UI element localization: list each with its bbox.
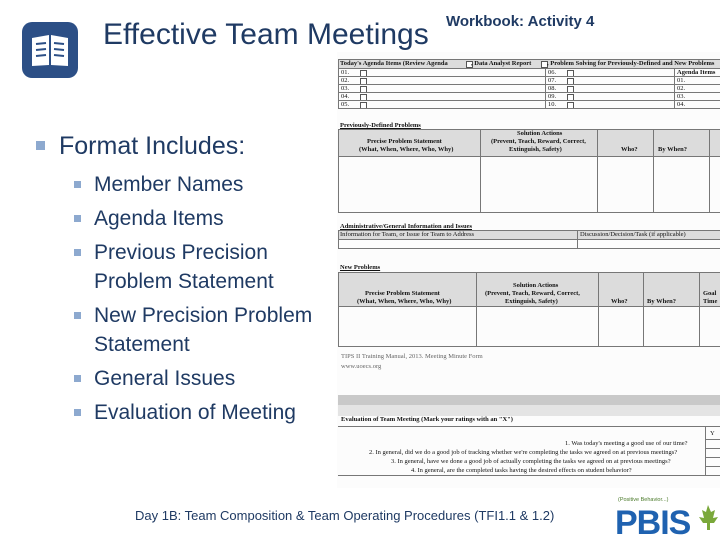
new-solution-sub-2: Extinguish, Safety) xyxy=(505,298,558,305)
bullet-agenda-items xyxy=(74,204,336,233)
pbis-logo xyxy=(614,493,720,540)
eval-q1: 1. Was today's meeting a good use of our time? xyxy=(565,440,688,447)
agenda-num: 01. xyxy=(677,77,686,84)
agenda-num: 04. xyxy=(677,101,686,108)
who-col: Who? xyxy=(621,146,638,153)
by-when-col: By When? xyxy=(658,146,687,153)
agenda-right-header: Agenda Items xyxy=(677,69,716,76)
solution-actions: Solution Actions xyxy=(517,130,563,137)
bullet-text: Member Names xyxy=(94,173,244,196)
bullet-marker xyxy=(74,181,81,188)
agenda-num: 03. xyxy=(677,93,686,100)
admin-label: Administrative/General Information and Issues xyxy=(340,223,472,230)
agenda-num: 02. xyxy=(677,85,686,92)
new-by-when-col: By When? xyxy=(647,298,676,305)
bullet-new-problem xyxy=(74,301,336,359)
eval-q3: 3. In general, have we done a good job of actually completing the tasks we agreed on at previous meetings? xyxy=(391,458,671,465)
pbis-wordmark: PBIS xyxy=(615,504,691,540)
bullet-marker xyxy=(74,249,81,256)
slide-footer: Day 1B: Team Composition & Team Operating Procedures (TFI1.1 & 1.2) xyxy=(135,508,555,523)
agenda-header-2: , Data Analyst Report xyxy=(471,60,532,67)
bullet-marker xyxy=(74,409,81,416)
agenda-num: 08. xyxy=(548,85,557,92)
bullet-evaluation xyxy=(74,398,336,427)
bullet-member-names xyxy=(74,170,336,199)
agenda-num: 05. xyxy=(341,101,350,108)
prev-problems-label: Previously-Defined Problems xyxy=(340,122,421,129)
open-book-icon xyxy=(22,22,78,78)
agenda-num: 09. xyxy=(548,93,557,100)
admin-discussion-col: Discussion/Decision/Task (if applicable) xyxy=(580,231,686,238)
eval-q2: 2. In general, did we do a good job of tracking whether we're completing the tasks we agreed on at previous meetings? xyxy=(369,449,678,456)
problem-statement-sub: (What, When, Where, Who, Why) xyxy=(359,146,454,153)
bullet-marker xyxy=(36,141,45,150)
eval-header: Evaluation of Team Meeting (Mark your ratings with an "X") xyxy=(341,416,513,423)
bullet-text: Evaluation of Meeting xyxy=(94,401,296,424)
meeting-minutes-form-image xyxy=(337,52,720,488)
source-note-2: www.uoecs.org xyxy=(341,363,382,370)
precise-problem-statement: Precise Problem Statement xyxy=(367,138,442,145)
agenda-num: 03. xyxy=(341,85,350,92)
slide-title: Effective Team Meetings xyxy=(103,18,429,51)
agenda-num: 07. xyxy=(548,77,557,84)
agenda-num: 10. xyxy=(548,101,557,108)
eval-q4: 4. In general, are the completed tasks having the desired effects on student behavior? xyxy=(411,467,632,474)
bullet-marker xyxy=(74,215,81,222)
new-problems-label: New Problems xyxy=(340,264,381,271)
solution-sub-1: (Prevent, Teach, Reward, Correct, xyxy=(491,138,586,145)
time-col: Time xyxy=(703,298,718,305)
new-who-col: Who? xyxy=(611,298,628,305)
agenda-num: 02. xyxy=(341,77,350,84)
bullet-marker xyxy=(74,312,81,319)
goal-col: Goal xyxy=(703,290,717,297)
format-heading xyxy=(36,132,245,161)
agenda-num: 06. xyxy=(548,69,557,76)
bullet-text: Agenda Items xyxy=(94,207,224,230)
agenda-header-3: , Problem Solving for Previously-Defined and New Problems xyxy=(547,60,715,67)
format-bullet-list xyxy=(74,170,336,432)
format-heading-text: Format Includes: xyxy=(59,132,246,160)
admin-info-col: Information for Team, or Issue for Team to Address xyxy=(340,231,475,238)
source-note-1: TIPS II Training Manual, 2013. Meeting Minute Form xyxy=(341,353,483,360)
new-solution-sub-1: (Prevent, Teach, Reward, Correct, xyxy=(485,290,580,297)
new-precise-problem-statement: Precise Problem Statement xyxy=(365,290,440,297)
bullet-text: General Issues xyxy=(94,367,236,390)
workbook-label: Workbook: Activity 4 xyxy=(446,13,595,30)
eval-y: Y xyxy=(710,430,715,437)
pbis-tagline: (Positive Behavior...) xyxy=(618,497,669,503)
new-solution-actions: Solution Actions xyxy=(513,282,559,289)
bullet-text: New Precision Problem Statement xyxy=(94,304,313,356)
bullet-previous-problem xyxy=(74,238,336,296)
maple-leaf-icon xyxy=(699,505,718,530)
agenda-num: 04. xyxy=(341,93,350,100)
bullet-marker xyxy=(74,375,81,382)
new-problem-statement-sub: (What, When, Where, Who, Why) xyxy=(357,298,452,305)
agenda-num: 01. xyxy=(341,69,350,76)
agenda-header: Today's Agenda Items (Review Agenda xyxy=(340,60,448,67)
solution-sub-2: Extinguish, Safety) xyxy=(509,146,562,153)
bullet-general-issues xyxy=(74,364,336,393)
bullet-text: Previous Precision Problem Statement xyxy=(94,241,274,293)
